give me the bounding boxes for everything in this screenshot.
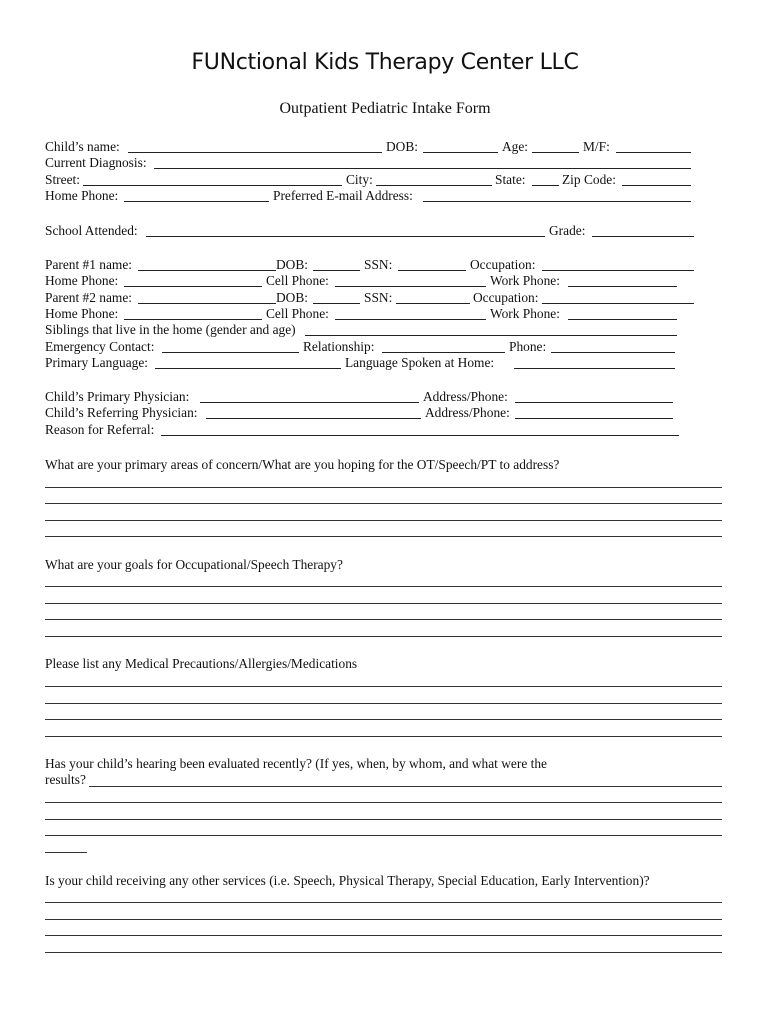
siblings-field[interactable] (305, 335, 677, 336)
answer-line[interactable] (45, 835, 722, 836)
parent1-work-phone-field[interactable] (568, 286, 677, 287)
primary-physician-field[interactable] (200, 402, 419, 403)
zip-label: Zip Code: (562, 172, 616, 187)
city-label: City: (346, 172, 373, 187)
answer-line[interactable] (45, 719, 722, 720)
answer-line[interactable] (45, 902, 722, 903)
diagnosis-field[interactable] (154, 168, 691, 169)
referring-physician-address-label: Address/Phone: (425, 405, 510, 420)
child-home-phone-label: Home Phone: (45, 188, 119, 203)
school-label: School Attended: (45, 223, 138, 238)
form-title: FUNctional Kids Therapy Center LLC (191, 50, 579, 75)
answer-line[interactable] (89, 786, 722, 787)
email-field[interactable] (423, 201, 691, 202)
state-label: State: (495, 172, 526, 187)
answer-line[interactable] (45, 952, 722, 953)
parent1-dob-field[interactable] (313, 270, 360, 271)
email-label: Preferred E-mail Address: (273, 188, 413, 203)
child-age-label: Age: (502, 139, 529, 154)
home-language-label: Language Spoken at Home: (345, 355, 495, 370)
primary-physician-label: Child’s Primary Physician: (45, 389, 190, 404)
child-age-field[interactable] (532, 152, 579, 153)
parent1-occupation-label: Occupation: (470, 257, 536, 272)
question-hearing: Has your child’s hearing been evaluated recently? (If yes, when, by whom, and what were the (45, 756, 547, 771)
answer-line[interactable] (45, 703, 722, 704)
answer-line[interactable] (45, 736, 722, 737)
parent1-name-field[interactable] (138, 270, 276, 271)
parent1-ssn-field[interactable] (398, 270, 466, 271)
primary-physician-address-field[interactable] (515, 402, 673, 403)
child-dob-field[interactable] (423, 152, 498, 153)
child-home-phone-field[interactable] (124, 201, 269, 202)
zip-field[interactable] (622, 185, 691, 186)
parent1-home-phone-field[interactable] (124, 286, 262, 287)
referral-reason-field[interactable] (161, 435, 679, 436)
parent2-occupation-field[interactable] (542, 303, 694, 304)
child-dob-label: DOB: (386, 139, 418, 154)
state-field[interactable] (532, 185, 559, 186)
answer-line[interactable] (45, 636, 722, 637)
parent2-ssn-label: SSN: (364, 290, 393, 305)
child-mf-label: M/F: (583, 139, 610, 154)
answer-line[interactable] (45, 852, 87, 853)
parent2-work-phone-field[interactable] (568, 319, 677, 320)
parent2-occupation-label: Occupation: (473, 290, 539, 305)
emergency-field[interactable] (162, 352, 299, 353)
child-name-label: Child’s name: (45, 139, 120, 154)
diagnosis-label: Current Diagnosis: (45, 155, 147, 170)
street-label: Street: (45, 172, 80, 187)
parent2-ssn-field[interactable] (396, 303, 470, 304)
answer-line[interactable] (45, 586, 722, 587)
child-name-field[interactable] (128, 152, 382, 153)
answer-line[interactable] (45, 802, 722, 803)
answer-line[interactable] (45, 686, 722, 687)
referring-physician-address-field[interactable] (515, 418, 673, 419)
parent2-cell-phone-label: Cell Phone: (266, 306, 329, 321)
parent1-occupation-field[interactable] (542, 270, 694, 271)
referring-physician-field[interactable] (206, 418, 421, 419)
question-other-services: Is your child receiving any other services (i.e. Speech, Physical Therapy, Special Education, Early Intervention)? (45, 873, 650, 888)
primary-language-label: Primary Language: (45, 355, 148, 370)
street-field[interactable] (83, 185, 342, 186)
answer-line[interactable] (45, 503, 722, 504)
referral-reason-label: Reason for Referral: (45, 422, 155, 437)
parent2-work-phone-label: Work Phone: (490, 306, 560, 321)
parent2-dob-field[interactable] (313, 303, 360, 304)
answer-line[interactable] (45, 603, 722, 604)
parent2-dob-label: DOB: (276, 290, 308, 305)
answer-line[interactable] (45, 487, 722, 488)
siblings-label: Siblings that live in the home (gender and age) (45, 322, 296, 337)
answer-line[interactable] (45, 935, 722, 936)
parent1-work-phone-label: Work Phone: (490, 273, 560, 288)
emergency-label: Emergency Contact: (45, 339, 155, 354)
parent1-dob-label: DOB: (276, 257, 308, 272)
answer-line[interactable] (45, 919, 722, 920)
parent2-name-label: Parent #2 name: (45, 290, 133, 305)
parent2-home-phone-label: Home Phone: (45, 306, 119, 321)
parent2-home-phone-field[interactable] (124, 319, 262, 320)
form-subtitle: Outpatient Pediatric Intake Form (279, 100, 491, 117)
parent1-cell-phone-label: Cell Phone: (266, 273, 329, 288)
home-language-field[interactable] (514, 368, 675, 369)
city-field[interactable] (376, 185, 492, 186)
emergency-phone-field[interactable] (551, 352, 675, 353)
answer-line[interactable] (45, 536, 722, 537)
school-field[interactable] (146, 236, 545, 237)
primary-language-field[interactable] (155, 368, 341, 369)
child-mf-field[interactable] (616, 152, 691, 153)
parent2-name-field[interactable] (138, 303, 276, 304)
parent1-home-phone-label: Home Phone: (45, 273, 119, 288)
answer-line[interactable] (45, 619, 722, 620)
relationship-field[interactable] (382, 352, 505, 353)
answer-line[interactable] (45, 520, 722, 521)
relationship-label: Relationship: (303, 339, 375, 354)
answer-line[interactable] (45, 819, 722, 820)
parent2-cell-phone-field[interactable] (335, 319, 486, 320)
referring-physician-label: Child’s Referring Physician: (45, 405, 198, 420)
question-goals: What are your goals for Occupational/Speech Therapy? (45, 557, 343, 572)
question-concerns: What are your primary areas of concern/What are you hoping for the OT/Speech/PT to address? (45, 457, 560, 472)
primary-physician-address-label: Address/Phone: (423, 389, 508, 404)
question-medical: Please list any Medical Precautions/Allergies/Medications (45, 656, 358, 671)
question-hearing-cont: results? (45, 772, 86, 787)
grade-label: Grade: (549, 223, 586, 238)
parent1-ssn-label: SSN: (364, 257, 393, 272)
parent1-name-label: Parent #1 name: (45, 257, 133, 272)
grade-field[interactable] (592, 236, 694, 237)
emergency-phone-label: Phone: (509, 339, 547, 354)
parent1-cell-phone-field[interactable] (335, 286, 486, 287)
